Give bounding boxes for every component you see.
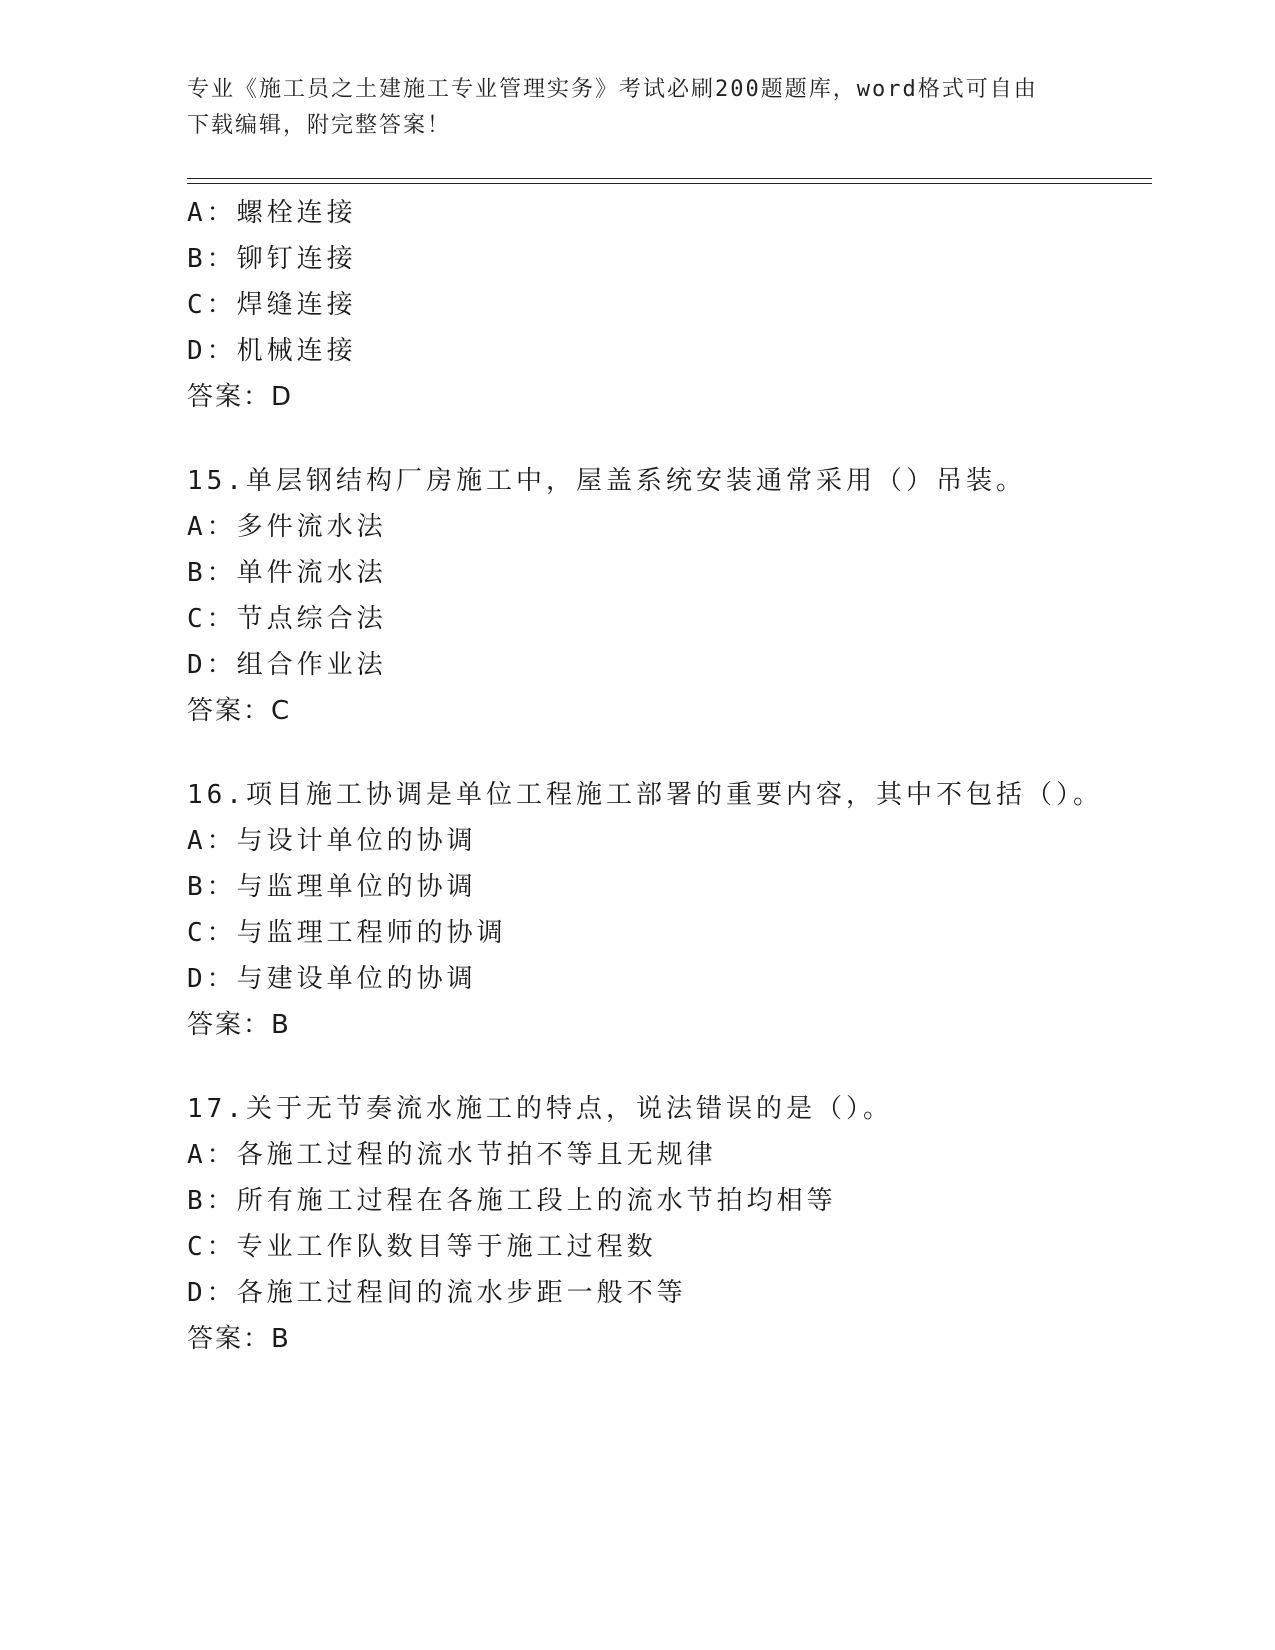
option-b: B：所有施工过程在各施工段上的流水节拍均相等 xyxy=(187,1186,837,1216)
option-d: D：机械连接 xyxy=(187,336,357,366)
answer-line: 答案：B xyxy=(187,1324,291,1354)
header-title-line-1: 专业《施工员之土建施工专业管理实务》考试必刷200题题库，word格式可自由 xyxy=(187,77,1038,102)
question-16 xyxy=(187,772,1147,1048)
option-b: B：单件流水法 xyxy=(187,558,387,588)
option-b: B：与监理单位的协调 xyxy=(187,872,477,902)
option-c: C：节点综合法 xyxy=(187,604,387,634)
option-d: D：组合作业法 xyxy=(187,650,387,680)
question-15 xyxy=(187,458,1147,734)
document-header xyxy=(187,72,1067,144)
header-title-line-2: 下载编辑，附完整答案！ xyxy=(187,113,452,138)
header-divider-bottom xyxy=(187,183,1152,184)
option-c: C：专业工作队数目等于施工过程数 xyxy=(187,1232,657,1262)
option-d: D：各施工过程间的流水步距一般不等 xyxy=(187,1278,687,1308)
question-stem: 16.项目施工协调是单位工程施工部署的重要内容，其中不包括（）。 xyxy=(187,780,1103,810)
answer-line: 答案：D xyxy=(187,382,294,412)
option-c: C：焊缝连接 xyxy=(187,290,357,320)
option-b: B：铆钉连接 xyxy=(187,244,357,274)
question-list xyxy=(187,190,1147,1362)
option-d: D：与建设单位的协调 xyxy=(187,964,477,994)
question-stem: 17.关于无节奏流水施工的特点，说法错误的是（）。 xyxy=(187,1094,893,1124)
question-14 xyxy=(187,190,1147,420)
option-a: A：各施工过程的流水节拍不等且无规律 xyxy=(187,1140,717,1170)
option-a: A：多件流水法 xyxy=(187,512,387,542)
answer-line: 答案：C xyxy=(187,696,292,726)
answer-line: 答案：B xyxy=(187,1010,291,1040)
header-divider-top xyxy=(187,178,1152,179)
option-a: A：与设计单位的协调 xyxy=(187,826,477,856)
option-c: C：与监理工程师的协调 xyxy=(187,918,507,948)
question-17 xyxy=(187,1086,1147,1362)
option-a: A：螺栓连接 xyxy=(187,198,357,228)
question-stem: 15.单层钢结构厂房施工中，屋盖系统安装通常采用（）吊装。 xyxy=(187,466,1026,496)
